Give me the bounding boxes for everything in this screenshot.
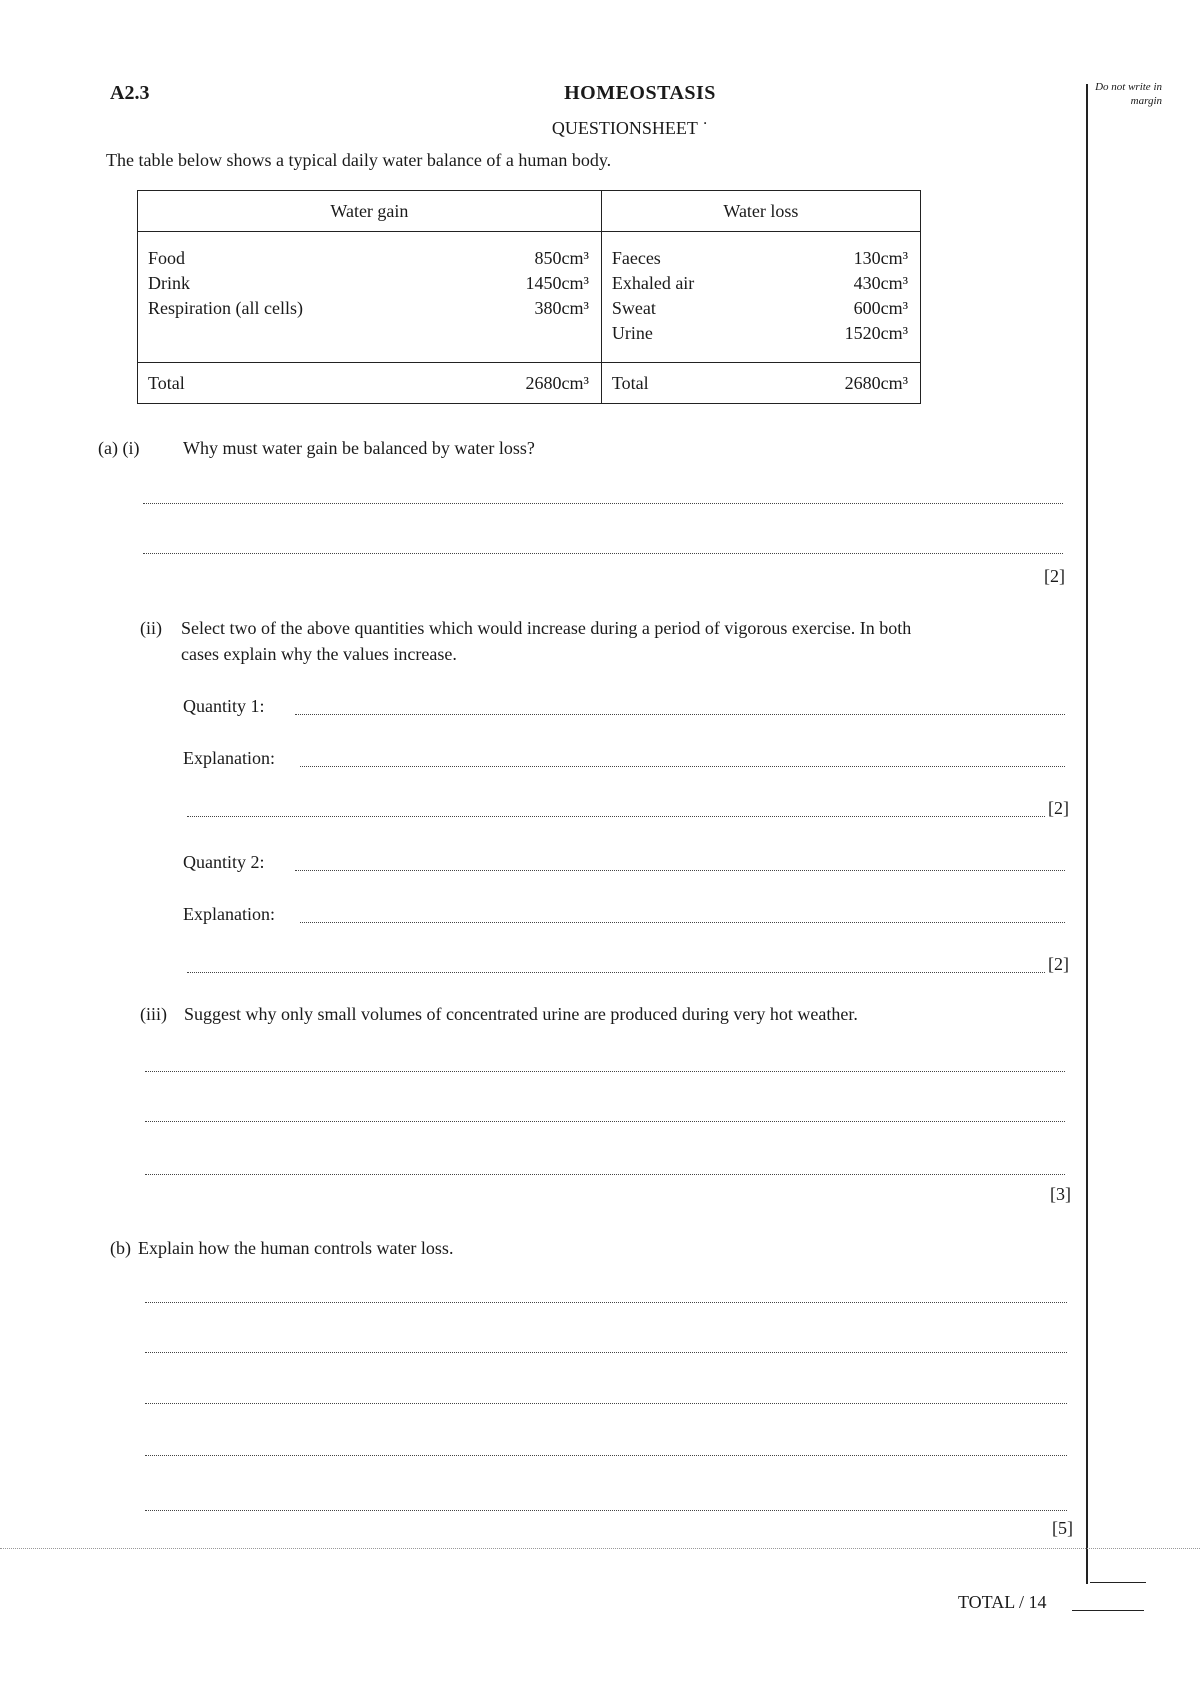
table-row: Food 850cm³ <box>148 248 589 268</box>
total-rule <box>1090 1582 1146 1583</box>
answer-line-a-iii-3[interactable] <box>145 1174 1065 1175</box>
answer-line-a-iii-1[interactable] <box>145 1071 1065 1072</box>
table-row: Urine 1520cm³ <box>611 323 908 343</box>
answer-line-b-3[interactable] <box>145 1403 1067 1404</box>
answer-line-a-iii-2[interactable] <box>145 1121 1065 1122</box>
question-b-text: Explain how the human controls water loss. <box>138 1238 454 1258</box>
marks-b: [5] <box>1052 1518 1073 1538</box>
margin-rule <box>1086 84 1088 1584</box>
page-subtitle: QUESTIONSHEET ˙ <box>551 118 709 138</box>
quantity-2-label: Quantity 2: <box>183 852 265 872</box>
table-row: Drink 1450cm³ <box>148 273 589 293</box>
margin-note: Do not write in margin <box>1095 81 1162 107</box>
table-row: Exhaled air 430cm³ <box>611 273 908 293</box>
question-a-ii-text-1: Select two of the above quantities which would increase during a period of vigorous exercise. In both <box>181 618 912 638</box>
answer-line-a-i-1[interactable] <box>143 503 1063 504</box>
water-gain-total: Total 2680cm³ <box>138 363 602 404</box>
page-title: HOMEOSTASIS <box>564 82 716 104</box>
water-loss-total: Total 2680cm³ <box>601 363 920 404</box>
question-code: A2.3 <box>110 82 150 104</box>
marks-quantity-2: [2] <box>1048 954 1069 974</box>
table-row: Faeces 130cm³ <box>611 248 908 268</box>
marks-quantity-1: [2] <box>1048 798 1069 818</box>
answer-line-b-1[interactable] <box>145 1302 1067 1303</box>
water-loss-cell <box>601 232 920 363</box>
table-row: Sweat 600cm³ <box>611 298 908 318</box>
answer-line-b-5[interactable] <box>145 1510 1067 1511</box>
water-gain-header: Water gain <box>138 191 602 232</box>
quantity-1-field[interactable] <box>295 714 1065 715</box>
marks-a-i: [2] <box>1044 566 1065 586</box>
question-a-ii-text-2: cases explain why the values increase. <box>181 644 457 664</box>
intro-text: The table below shows a typical daily water balance of a human body. <box>106 150 612 170</box>
explanation-1-label: Explanation: <box>183 748 275 768</box>
explanation-2-field-2[interactable] <box>187 972 1045 973</box>
table-row: Respiration (all cells) 380cm³ <box>148 298 589 318</box>
question-a-ii-number: (ii) <box>140 618 162 638</box>
explanation-1-field[interactable] <box>300 766 1065 767</box>
question-a-iii-number: (iii) <box>140 1004 167 1024</box>
water-loss-header: Water loss <box>601 191 920 232</box>
water-balance-table <box>137 190 921 404</box>
question-a-iii-text: Suggest why only small volumes of concentrated urine are produced during very hot weather. <box>184 1004 858 1024</box>
quantity-1-label: Quantity 1: <box>183 696 265 716</box>
explanation-2-field[interactable] <box>300 922 1065 923</box>
explanation-2-label: Explanation: <box>183 904 275 924</box>
scan-artifact-line <box>0 1548 1200 1549</box>
question-a-i-text: Why must water gain be balanced by water loss? <box>183 438 535 458</box>
explanation-1-field-2[interactable] <box>187 816 1045 817</box>
question-a-i-number: (a) (i) <box>98 438 140 458</box>
marks-a-iii: [3] <box>1050 1184 1071 1204</box>
total-label: TOTAL / 14 <box>958 1592 1047 1612</box>
total-score-field[interactable] <box>1072 1610 1144 1611</box>
water-gain-cell <box>138 232 602 363</box>
answer-line-b-4[interactable] <box>145 1455 1067 1456</box>
quantity-2-field[interactable] <box>295 870 1065 871</box>
answer-line-a-i-2[interactable] <box>143 553 1063 554</box>
answer-line-b-2[interactable] <box>145 1352 1067 1353</box>
question-b-number: (b) <box>110 1238 131 1258</box>
